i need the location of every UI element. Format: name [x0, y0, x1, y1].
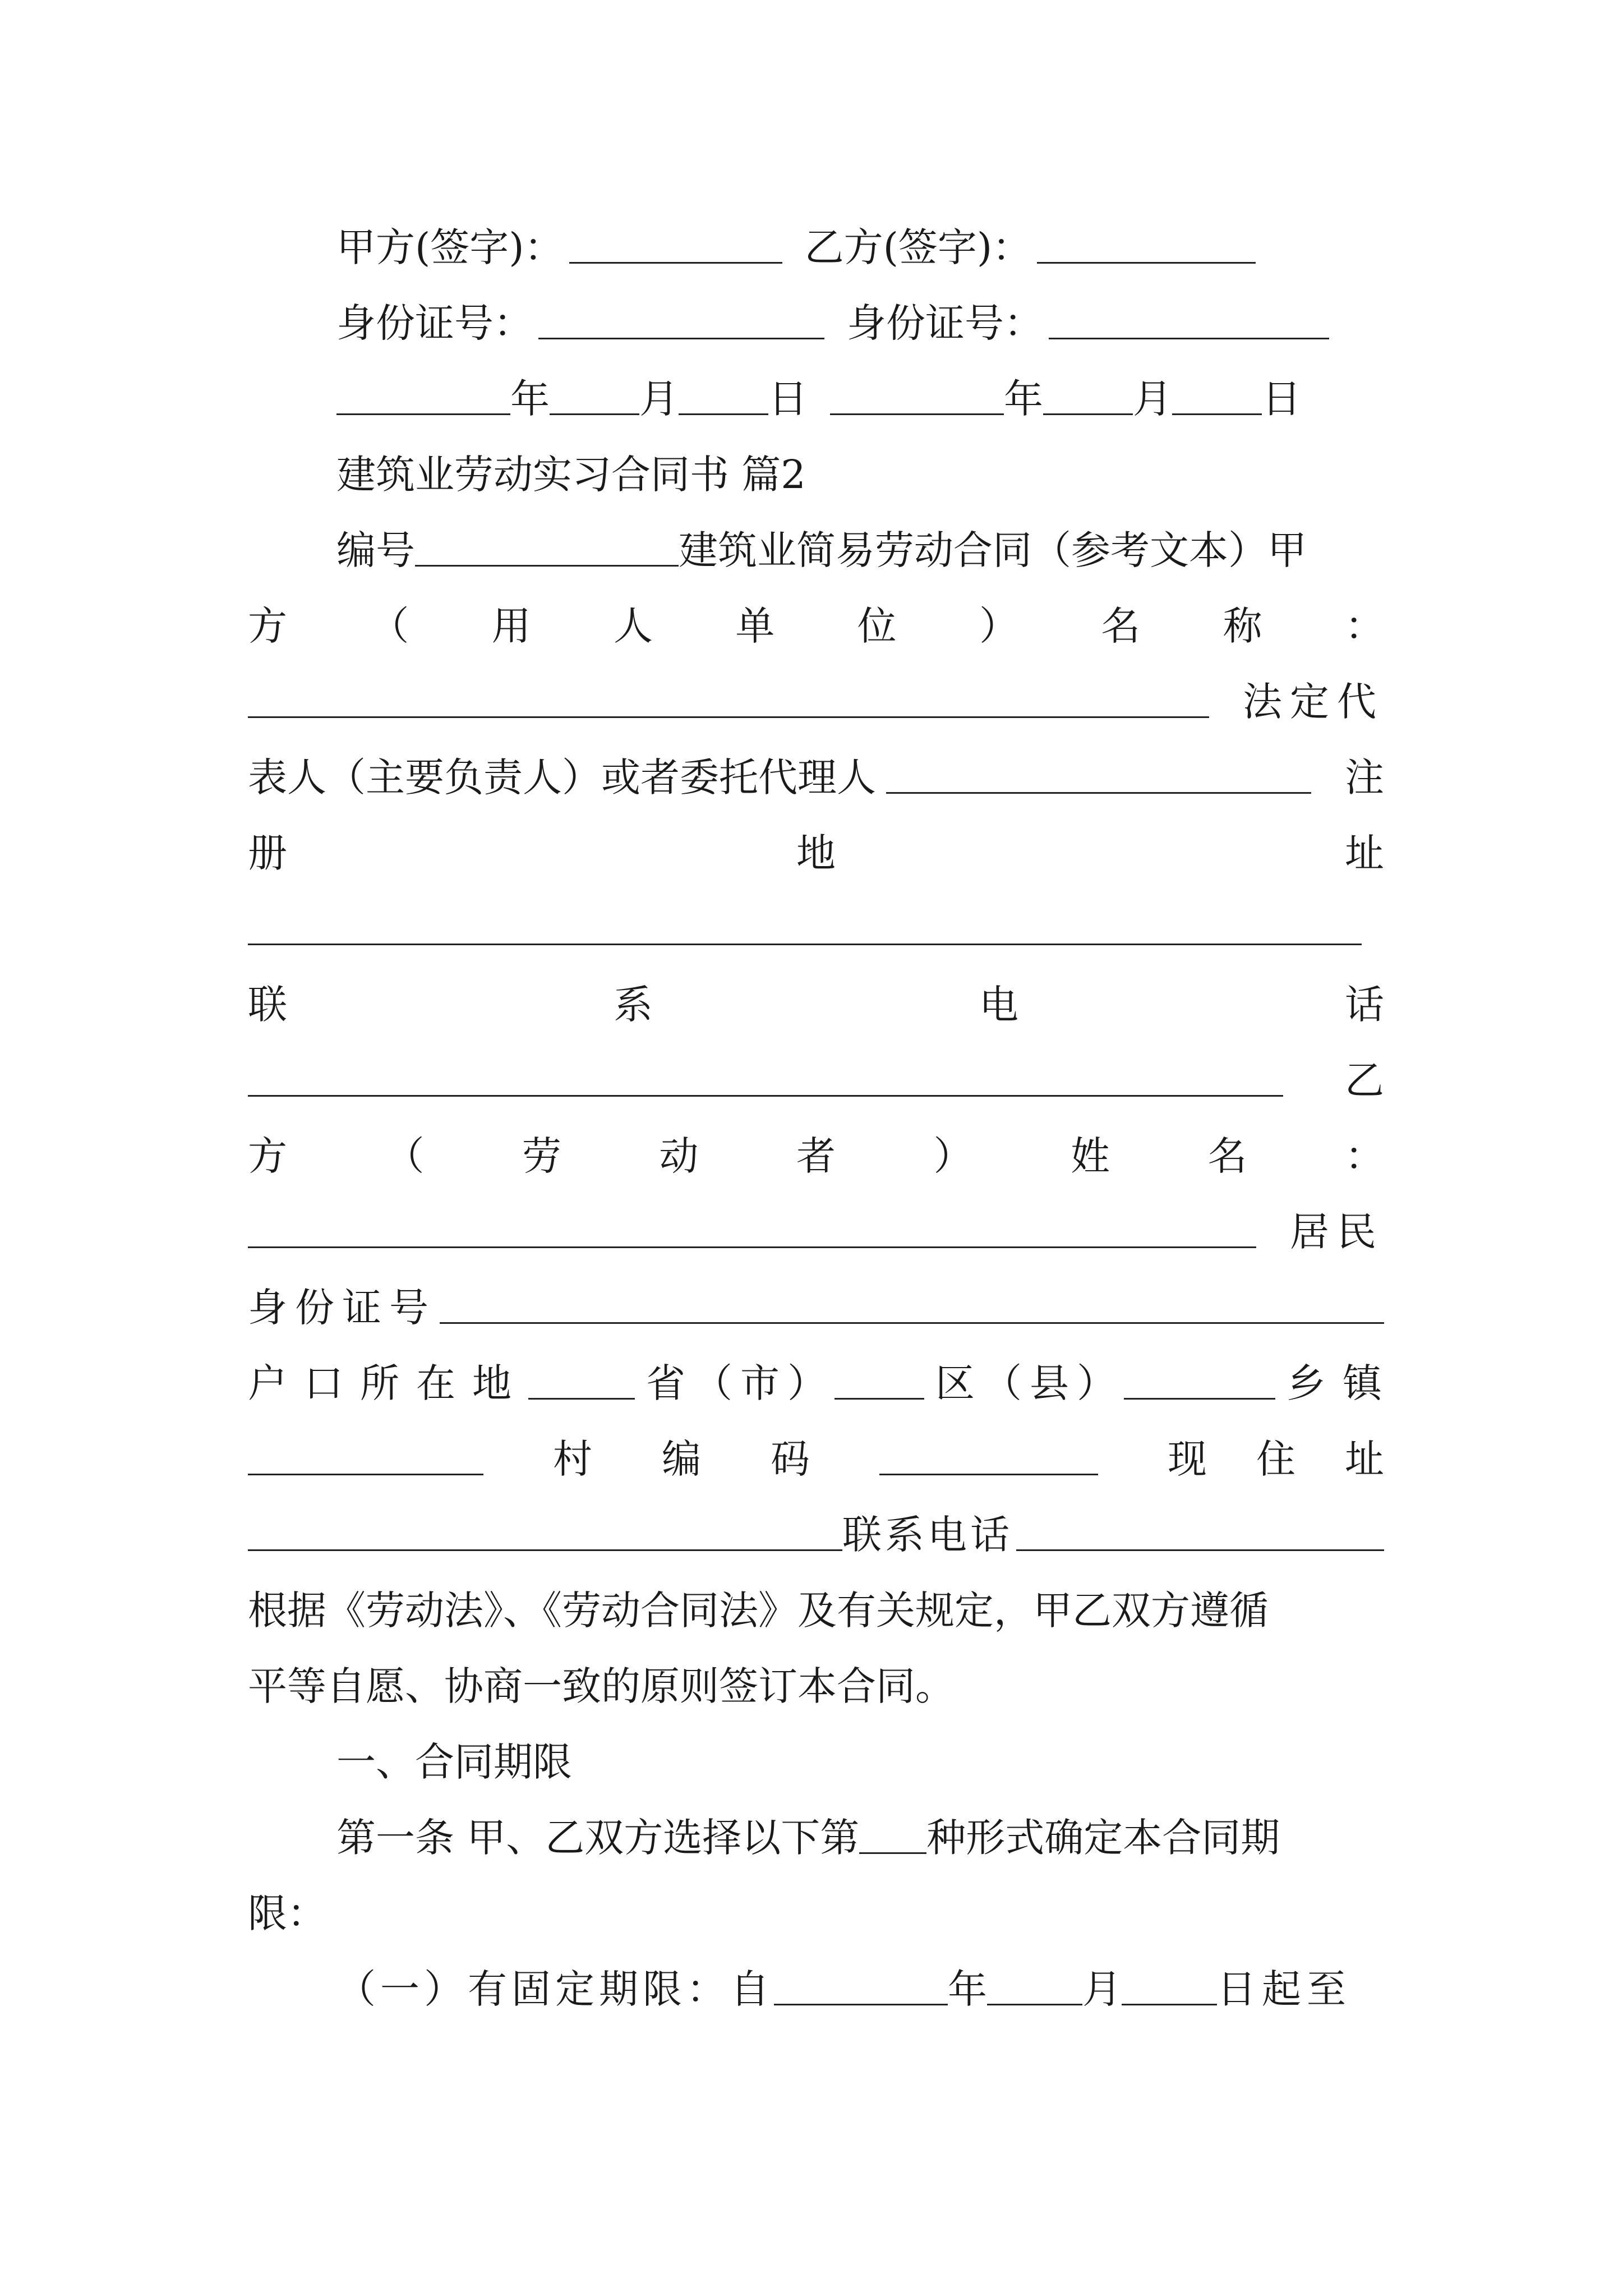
year-blank-a[interactable]	[336, 376, 510, 415]
employer-name-char: 单	[735, 602, 775, 649]
employer-phone-char: 联	[248, 981, 287, 1028]
worker-name-char: 者	[796, 1133, 836, 1179]
worker-name-char: 劳	[522, 1133, 561, 1179]
basis-text-2: 平等自愿、协商一致的原则签订本合同。	[248, 1663, 955, 1709]
employer-name-char: 称	[1223, 602, 1262, 649]
resident-label-start: 居民	[1290, 1208, 1384, 1255]
month-blank-b[interactable]	[1043, 376, 1133, 415]
term-form-blank[interactable]	[859, 1815, 926, 1854]
employer-name-char: 用	[491, 602, 531, 649]
village-code-row	[248, 1425, 1433, 1487]
register-address-char: 址	[1345, 830, 1384, 876]
day-label-b: 日	[1262, 375, 1301, 422]
article-1-row	[336, 1803, 1384, 1865]
employer-phone-char: 话	[1345, 981, 1384, 1028]
worker-name-char: 姓	[1071, 1133, 1110, 1179]
register-address-char: 地	[796, 830, 836, 876]
contract-number-label: 编号	[336, 527, 415, 573]
register-address-char: 册	[248, 830, 287, 876]
fixed-term-year-label: 年	[948, 1966, 987, 2012]
province-blank[interactable]	[528, 1361, 635, 1400]
year-label-b: 年	[1004, 375, 1043, 422]
legal-rep-label-rest: 表人（主要负责人）或者委托代理人	[248, 754, 876, 800]
province-label: 省（市）	[646, 1360, 834, 1406]
employer-name-char: 人	[613, 602, 653, 649]
legal-rep-label-start: 法定代	[1243, 678, 1384, 725]
worker-name-char: ：	[1345, 1133, 1384, 1179]
fixed-term-row	[336, 1955, 1384, 2017]
employer-phone-row	[248, 970, 1384, 1032]
village-code-char: 编	[662, 1435, 701, 1482]
worker-id-label: 身份证号	[248, 1284, 436, 1331]
employer-phone-char: 系	[614, 981, 653, 1028]
village-blank[interactable]	[248, 1437, 483, 1475]
id-number-row	[336, 289, 1384, 351]
worker-id-row	[248, 1273, 1384, 1335]
village-code-blank[interactable]	[879, 1437, 1098, 1475]
legal-rep-row-1	[248, 668, 1384, 729]
register-address-blank[interactable]	[248, 907, 1362, 945]
party-a-id-blank[interactable]	[538, 301, 824, 339]
worker-name-blank[interactable]	[248, 1209, 1256, 1248]
employer-name-char: （	[370, 602, 409, 649]
month-blank-a[interactable]	[550, 376, 639, 415]
employer-phone-char: 电	[979, 981, 1018, 1028]
legal-rep-blank[interactable]	[886, 755, 1311, 794]
document-title-row	[336, 440, 1384, 502]
party-b-signature-label: 乙方(签字)：	[804, 224, 1032, 270]
employer-name-char: 方	[248, 602, 287, 649]
signature-date-row	[336, 365, 1384, 426]
hukou-label: 户口所在地	[248, 1360, 528, 1406]
day-blank-a[interactable]	[679, 376, 768, 415]
worker-id-blank[interactable]	[440, 1285, 1384, 1324]
day-blank-b[interactable]	[1172, 376, 1262, 415]
fixed-term-day-blank[interactable]	[1122, 1967, 1217, 2005]
district-label: 区（县）	[935, 1360, 1124, 1406]
article-1-text-c: 限：	[248, 1890, 326, 1936]
party-b-id-label: 身份证号：	[847, 300, 1043, 346]
article-1-text-b: 种形式确定本合同期	[926, 1814, 1280, 1861]
worker-name-row	[248, 1122, 1384, 1184]
district-extra-blank[interactable]	[1124, 1361, 1169, 1400]
worker-name-char: 名	[1207, 1133, 1247, 1179]
contact-phone-label: 联系电话	[842, 1511, 1013, 1558]
article-1-text-a: 第一条 甲、乙双方选择以下第	[336, 1814, 860, 1861]
day-label-a: 日	[768, 375, 808, 422]
employer-name-char: 名	[1101, 602, 1141, 649]
party-b-label-start: 乙	[1345, 1057, 1384, 1103]
worker-name-char: （	[385, 1133, 425, 1179]
employer-phone-blank-row	[248, 1046, 1384, 1108]
basis-line-2	[248, 1652, 1384, 1714]
fixed-term-month-label: 月	[1082, 1966, 1122, 2012]
register-label-start: 注	[1345, 754, 1384, 800]
legal-rep-row-2	[248, 743, 1384, 805]
contact-phone-blank[interactable]	[1016, 1512, 1384, 1551]
party-b-signature-blank[interactable]	[1037, 225, 1256, 264]
worker-name-char: ）	[933, 1133, 973, 1179]
current-address-row	[248, 1501, 1384, 1562]
section-1-heading: 一、合同期限	[336, 1738, 572, 1785]
worker-name-blank-row	[248, 1198, 1384, 1259]
hukou-row	[248, 1349, 1399, 1411]
year-label-a: 年	[510, 375, 550, 422]
party-b-id-blank[interactable]	[1049, 301, 1329, 339]
contract-number-blank[interactable]	[415, 528, 679, 567]
party-a-signature-label: 甲方(签字)：	[336, 224, 564, 270]
article-1-row-2	[248, 1879, 1384, 1941]
employer-name-blank[interactable]	[248, 679, 1209, 718]
year-blank-b[interactable]	[830, 376, 1004, 415]
party-a-id-label: 身份证号：	[336, 300, 533, 346]
basis-text-1: 根据《劳动法》、《劳动合同法》及有关规定，甲乙双方遵循	[248, 1587, 1269, 1634]
worker-name-char: 方	[248, 1133, 287, 1179]
section-1-heading-row	[336, 1728, 1384, 1789]
village-code-char: 村	[553, 1435, 592, 1482]
document-title: 建筑业劳动实习合同书 篇2	[336, 451, 806, 498]
district-blank[interactable]	[834, 1361, 924, 1400]
fixed-term-year-blank[interactable]	[774, 1967, 948, 2005]
fixed-term-month-blank[interactable]	[987, 1967, 1082, 2005]
employer-name-char: 位	[857, 602, 897, 649]
employer-name-row	[248, 592, 1384, 654]
register-address-blank-row	[248, 895, 1384, 956]
fixed-term-label: （一）有固定期限：自	[336, 1966, 774, 2012]
party-a-signature-blank[interactable]	[569, 225, 782, 264]
township-blank[interactable]	[1169, 1361, 1275, 1400]
employer-name-char: ：	[1344, 602, 1384, 649]
fixed-term-date-tail: 日起至	[1217, 1966, 1352, 2012]
contract-number-row	[336, 516, 1384, 578]
register-address-row	[248, 819, 1384, 881]
basis-line-1	[248, 1576, 1384, 1638]
current-address-blank[interactable]	[248, 1512, 842, 1551]
contract-subtitle: 建筑业简易劳动合同（参考文本）甲	[679, 527, 1307, 573]
village-code-char: 码	[771, 1435, 810, 1482]
signature-row	[336, 213, 1384, 275]
township-label: 乡镇	[1287, 1360, 1399, 1406]
worker-name-char: 动	[659, 1133, 699, 1179]
month-label-a: 月	[639, 375, 679, 422]
employer-name-char: ）	[979, 602, 1018, 649]
current-address-label: 现住址	[1168, 1435, 1433, 1482]
month-label-b: 月	[1133, 375, 1172, 422]
employer-phone-blank[interactable]	[248, 1058, 1283, 1097]
